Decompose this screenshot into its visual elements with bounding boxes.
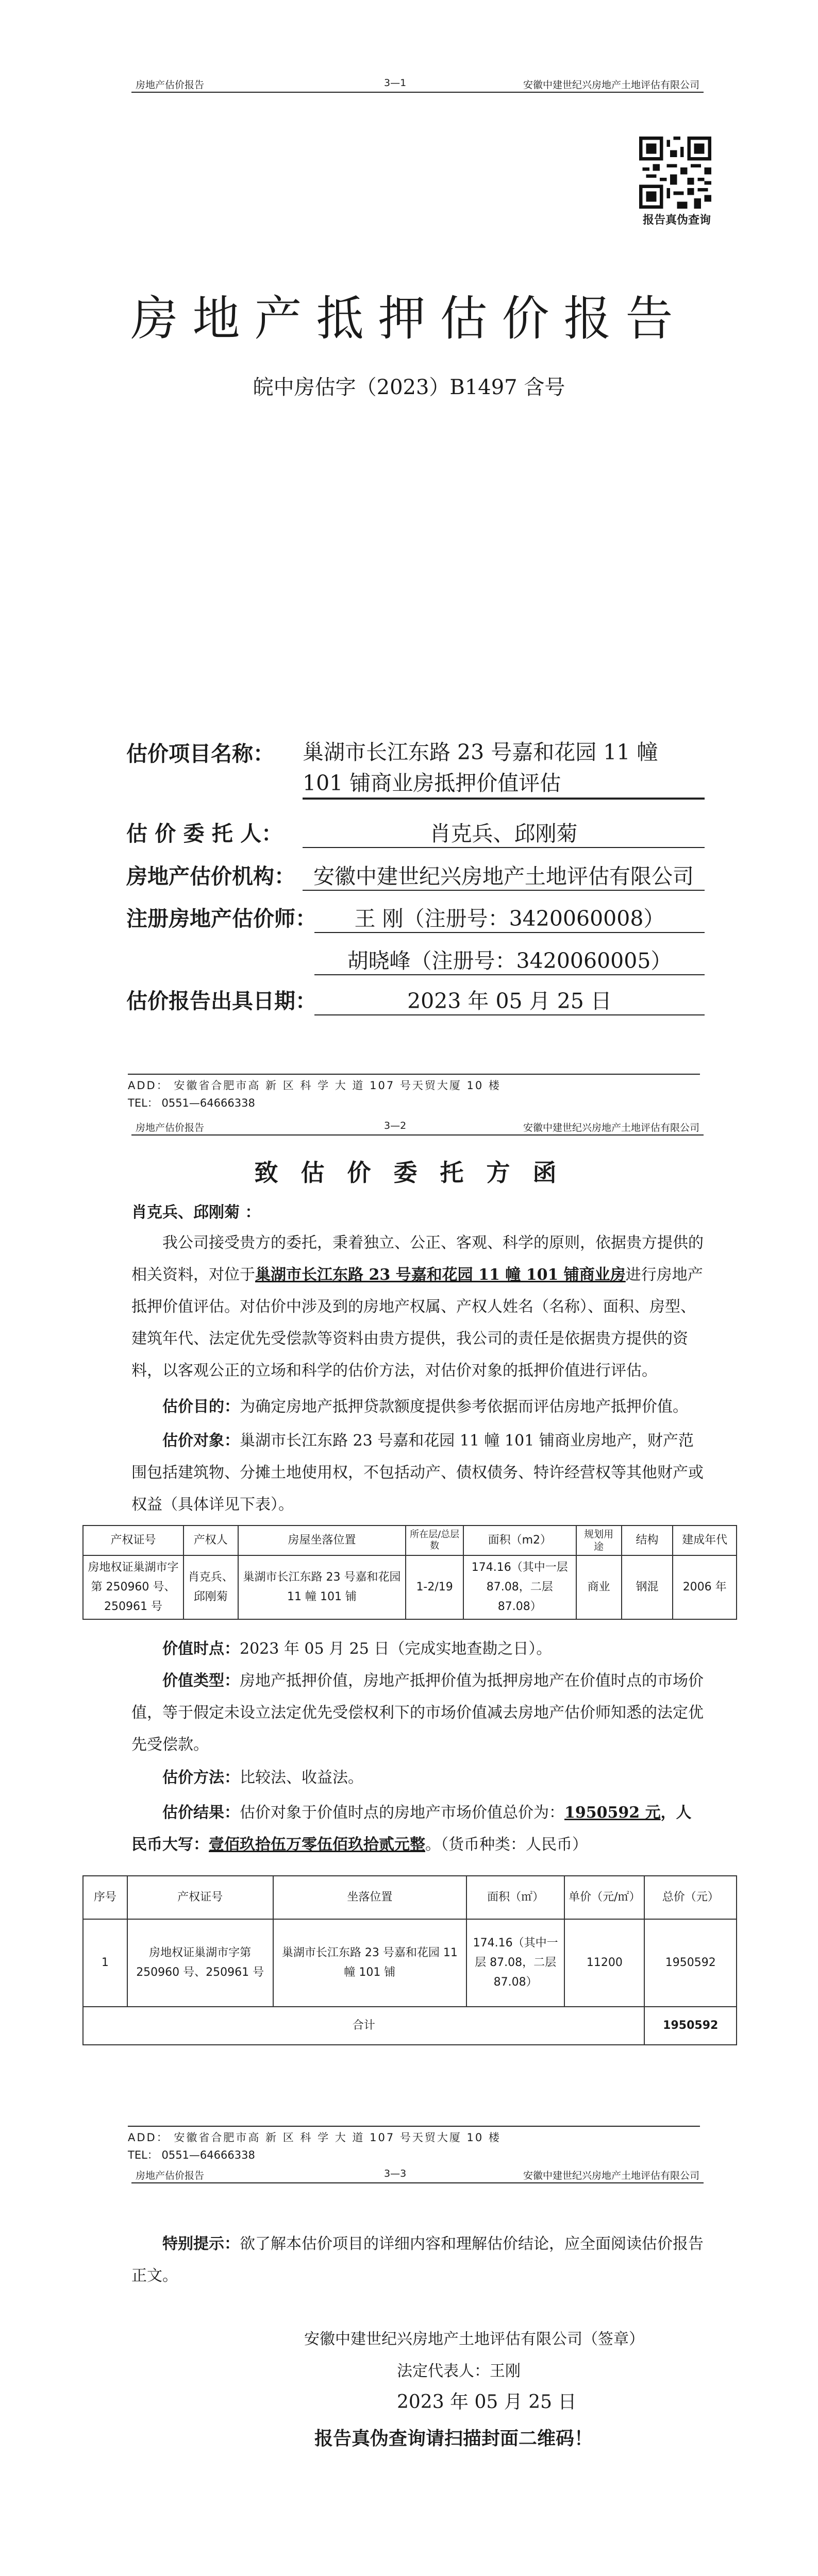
agency-value: 安徽中建世纪兴房地产土地评估有限公司 xyxy=(303,859,705,891)
result-amount: 1950592 元 xyxy=(564,1804,661,1822)
appraiser-2: 胡晓峰（注册号：3420060005） xyxy=(314,944,705,975)
project-name-label: 估价项目名称： xyxy=(126,741,274,766)
header-left: 房地产估价报告 xyxy=(136,1122,205,1133)
table-row: 房地权证巢湖市字第 250960 号、250961 号 肖克兵、邱刚菊 巢湖市长江东路 23 号嘉和花园 11 幢 101 铺 1-2/19 174.16（其中一层 87.08，二层 87.08） 商业 钢混 2006 年 xyxy=(83,1555,737,1619)
purpose-paragraph: 估价目的：为确定房地产抵押贷款额度提供参考依据而评估房地产抵押价值。 xyxy=(162,1398,688,1416)
table-header-row: 产权证号 产权人 房屋坐落位置 所在层/总层数 面积（m2） 规划用途 结构 建成年代 xyxy=(83,1526,737,1555)
object-paragraph: 估价对象：巢湖市长江东路 23 号嘉和花园 11 幢 101 铺商业房地产，财产范围包括建筑物、分摊土地使用权，不包括动产、债权债务、特许经营权等其他财产或权益（具体详见下表）。 xyxy=(131,1432,704,1514)
legal-representative: 法定代表人：王刚 xyxy=(397,2362,521,2380)
report-title: 房地产抵押估价报告 xyxy=(130,291,688,346)
footer-address: ADD： 安徽省合肥市高 新 区 科 学 大 道 107 号天贸大厦 10 楼 xyxy=(128,2131,501,2144)
signature-date: 2023 年 05 月 25 日 xyxy=(397,2392,577,2413)
letter-title: 致 估 价 委 托 方 函 xyxy=(254,1159,564,1187)
value-type-paragraph: 价值类型：房地产抵押价值，房地产抵押价值为抵押房地产在价值时点的市场价值，等于假定未设立法定优先受偿权利下的市场价值减去房地产估价师知悉的法定优先受偿款。 xyxy=(131,1672,704,1754)
qr-caption: 报告真伪查询 xyxy=(642,214,711,227)
qr-code-icon[interactable] xyxy=(639,137,711,209)
valuation-table xyxy=(82,1875,737,2045)
appraiser-1: 王 刚（注册号：3420060008） xyxy=(314,902,705,933)
page-number: 3—3 xyxy=(384,2168,407,2179)
page-footer xyxy=(128,1077,700,1112)
table-header-row: 序号 产权证号 坐落位置 面积（㎡） 单价（元/㎡） 总价（元） xyxy=(83,1876,737,1919)
method-paragraph: 估价方法：比较法、收益法。 xyxy=(162,1769,363,1787)
agency-label: 房地产估价机构： xyxy=(126,864,295,889)
client-value: 肖克兵、邱刚菊 xyxy=(303,817,705,848)
header-right: 安徽中建世纪兴房地产土地评估有限公司 xyxy=(523,2170,699,2181)
verify-notice: 报告真伪查询请扫描封面二维码！ xyxy=(314,2428,593,2449)
header-right: 安徽中建世纪兴房地产土地评估有限公司 xyxy=(523,1122,699,1133)
property-table xyxy=(82,1525,737,1620)
page-header xyxy=(131,1119,704,1136)
footer-tel: TEL： 0551—64666338 xyxy=(128,2149,255,2161)
issue-date-label: 估价报告出具日期： xyxy=(126,989,316,1013)
table-total-row: 合计 1950592 xyxy=(83,2007,737,2045)
header-right: 安徽中建世纪兴房地产土地评估有限公司 xyxy=(523,79,699,91)
issue-date-value: 2023 年 05 月 25 日 xyxy=(314,984,705,1015)
special-notice: 特别提示：欲了解本估价项目的详细内容和理解估价结论，应全面阅读估价报告正文。 xyxy=(131,2235,704,2285)
page-number: 3—1 xyxy=(384,77,407,89)
report-number: 皖中房估字（2023）B1497 含号 xyxy=(253,376,565,399)
header-left: 房地产估价报告 xyxy=(136,2170,205,2181)
value-date-paragraph: 价值时点：2023 年 05 月 25 日（完成实地查勘之日）。 xyxy=(162,1640,552,1658)
client-label: 估 价 委 托 人： xyxy=(126,821,283,846)
result-amount-upper: 壹佰玖拾伍万零伍佰玖拾贰元整 xyxy=(209,1836,425,1854)
page-header xyxy=(131,76,704,93)
table-row: 1 房地权证巢湖市字第 250960 号、250961 号 巢湖市长江东路 23 号嘉和花园 11 幢 101 铺 174.16（其中一层 87.08，二层 87.08） 11200 1950592 xyxy=(83,1919,737,2007)
company-seal-line: 安徽中建世纪兴房地产土地评估有限公司（签章） xyxy=(304,2330,644,2348)
letter-salutation: 肖克兵、邱刚菊 ： xyxy=(131,1204,261,1222)
letter-intro: 我公司接受贵方的委托，秉着独立、公正、客观、科学的原则，依据贵方提供的相关资料，对位于巢湖市长江东路 23 号嘉和花园 11 幢 101 铺商业房进行房地产抵押价值评估。对估价中涉及到的房地产权属、产权人姓名（名称）、面积、房型、建筑年代、法定优先受偿款等资料由贵方提供，我公司的责任是依据贵方提供的资料，以客观公正的立场和科学的估价方法，对估价对象的抵押价值进行评估。 xyxy=(131,1234,704,1380)
footer-address: ADD： 安徽省合肥市高 新 区 科 学 大 道 107 号天贸大厦 10 楼 xyxy=(128,1079,501,1092)
project-name-value: 巢湖市长江东路 23 号嘉和花园 11 幢 101 铺商业房抵押价值评估 xyxy=(303,737,705,800)
page-number: 3—2 xyxy=(384,1120,407,1131)
result-paragraph: 估价结果：估价对象于价值时点的房地产市场价值总价为：1950592 元，人民币大写：壹佰玖拾伍万零伍佰玖拾贰元整。（货币种类：人民币） xyxy=(131,1804,692,1854)
page-header xyxy=(131,2167,704,2183)
subject-address: 巢湖市长江东路 23 号嘉和花园 11 幢 101 铺商业房 xyxy=(255,1266,626,1284)
header-left: 房地产估价报告 xyxy=(136,79,205,91)
appraiser-label: 注册房地产估价师： xyxy=(126,906,316,931)
page-footer xyxy=(128,2129,700,2164)
footer-tel: TEL： 0551—64666338 xyxy=(128,1097,255,1109)
